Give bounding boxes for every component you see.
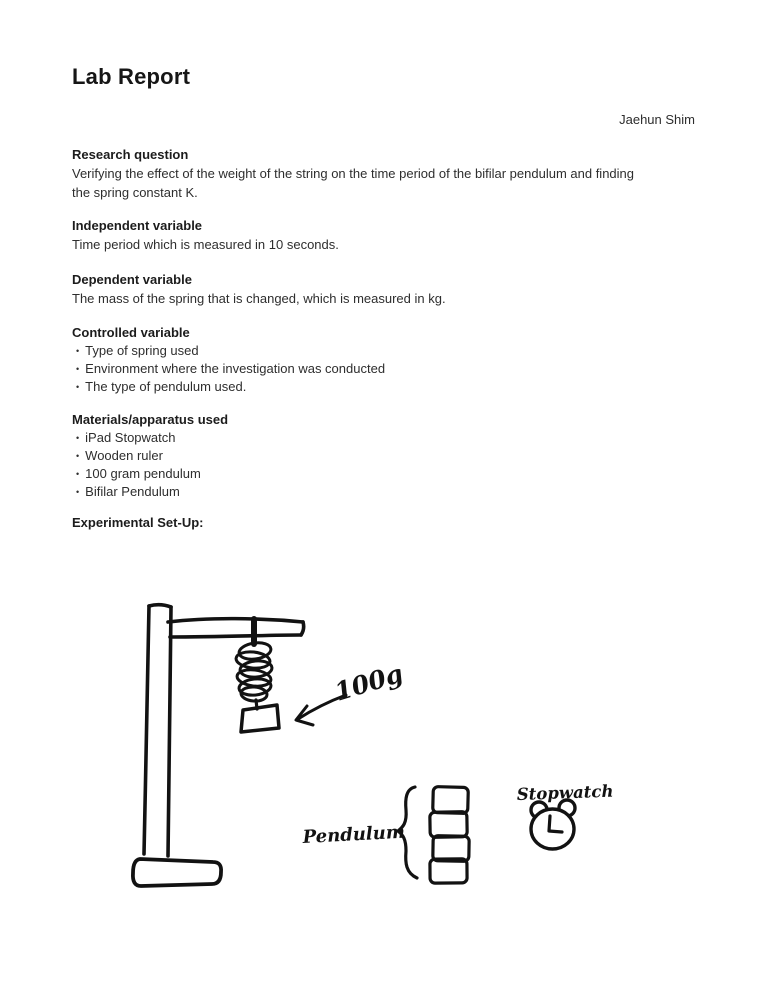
list-item-text: Wooden ruler	[85, 448, 163, 463]
section-heading: Controlled variable	[72, 325, 190, 340]
list-item	[72, 447, 695, 465]
bullet-icon: •	[76, 433, 80, 443]
page-title: Lab Report	[72, 64, 191, 89]
bullet-icon: •	[76, 346, 80, 356]
bullet-icon: •	[76, 364, 80, 374]
weight-label: 100g	[331, 658, 407, 707]
stand-post-drawing	[144, 605, 171, 856]
document-content	[72, 63, 695, 532]
stand-base-drawing	[133, 859, 221, 886]
list-item	[72, 342, 695, 360]
stand-arm-drawing	[168, 619, 304, 644]
weight-drawing	[241, 705, 279, 732]
list-item-text: The type of pendulum used.	[85, 379, 247, 394]
section-materials-apparatus	[72, 411, 695, 501]
experimental-setup-drawing	[100, 560, 620, 900]
section-heading: Dependent variable	[72, 272, 192, 287]
spring-drawing	[235, 641, 272, 702]
section-heading: Independent variable	[72, 218, 203, 233]
list-item-text: Bifilar Pendulum	[85, 484, 180, 499]
list-item	[72, 378, 695, 396]
section-controlled-variable	[72, 324, 695, 396]
section-heading: Materials/apparatus used	[72, 412, 229, 427]
list-item-text: 100 gram pendulum	[85, 466, 201, 481]
bullet-icon: •	[76, 382, 80, 392]
section-body: The mass of the spring that is changed, which is measured in kg.	[72, 291, 446, 306]
alarm-clock-icon	[531, 800, 575, 849]
list-item	[72, 465, 695, 483]
bullet-icon: •	[76, 487, 80, 497]
author-name: Jaehun Shim	[619, 112, 695, 127]
list-item	[72, 429, 695, 447]
list-item	[72, 360, 695, 378]
section-heading: Research question	[72, 147, 189, 162]
stopwatch-label: Stopwatch	[516, 781, 614, 804]
section-research-question	[72, 146, 695, 202]
list-item-text: Type of spring used	[85, 343, 199, 358]
bullet-icon: •	[76, 469, 80, 479]
section-experimental-setup	[72, 514, 695, 532]
pendulum-blocks-drawing	[430, 787, 469, 884]
bullet-icon: •	[76, 451, 80, 461]
section-dependent-variable	[72, 271, 695, 308]
section-heading: Experimental Set-Up:	[72, 515, 204, 530]
brace-drawing	[398, 787, 417, 878]
section-body: Verifying the effect of the weight of the string on the time period of the bifilar pendulum and finding the spring constant K.	[72, 166, 635, 200]
pendulum-label: Pendulum	[302, 821, 406, 848]
list-item-text: iPad Stopwatch	[85, 430, 176, 445]
list-item-text: Environment where the investigation was conducted	[85, 361, 386, 376]
section-independent-variable	[72, 217, 695, 254]
section-body: Time period which is measured in 10 seconds.	[72, 237, 339, 252]
list-item	[72, 483, 695, 501]
